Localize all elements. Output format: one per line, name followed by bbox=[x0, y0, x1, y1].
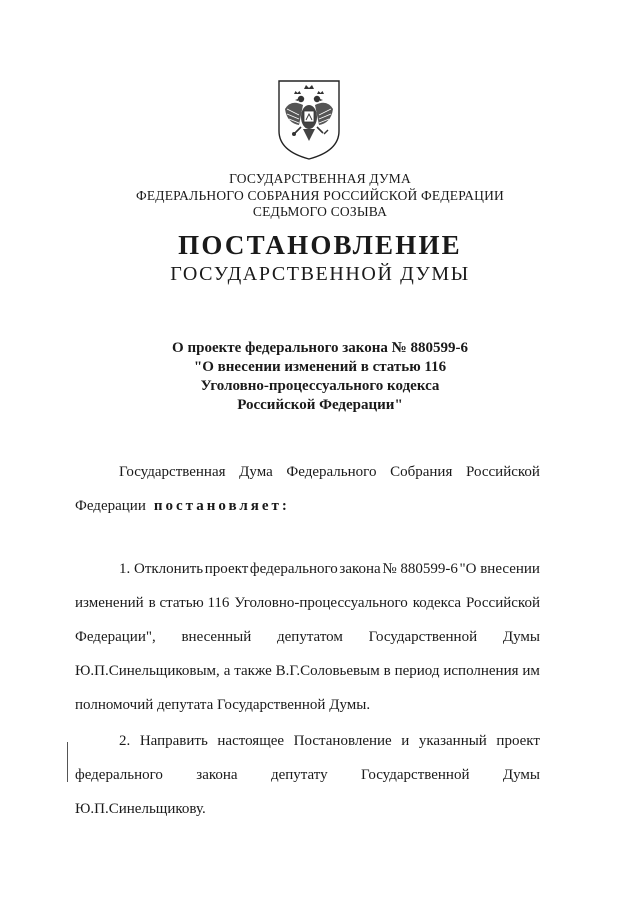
document-issuer: ГОСУДАРСТВЕННОЙ ДУМЫ bbox=[170, 263, 470, 285]
item-word: Уголовно-процессуального bbox=[234, 595, 408, 611]
item-word: закона bbox=[339, 561, 381, 577]
header-line-2: ФЕДЕРАЛЬНОГО СОБРАНИЯ РОССИЙСКОЙ ФЕДЕРАЦИИ bbox=[136, 187, 504, 203]
resolution-item-2 bbox=[75, 724, 540, 826]
item-word: В.Г.Соловьевым bbox=[275, 663, 380, 679]
header-line-1: ГОСУДАРСТВЕННАЯ ДУМА bbox=[229, 171, 411, 186]
preamble-word: Федерации bbox=[75, 498, 146, 514]
item1-line-5 bbox=[75, 688, 540, 722]
item1-line-4 bbox=[75, 654, 540, 688]
subject-line-3: Уголовно-процессуального кодекса bbox=[200, 378, 440, 394]
item-word: изменений bbox=[75, 595, 144, 611]
item-word: "О внесении bbox=[459, 561, 540, 577]
preamble-line-2 bbox=[75, 489, 540, 523]
item-word: внесенный bbox=[181, 629, 252, 645]
item-word: Думы bbox=[502, 767, 540, 783]
preamble-word: Дума bbox=[239, 464, 273, 480]
item-word: Думы bbox=[502, 629, 540, 645]
item-word: проект bbox=[496, 733, 540, 749]
item2-line-2 bbox=[75, 758, 540, 792]
item-word: Постановление bbox=[293, 733, 392, 749]
item-word: Государственной bbox=[361, 767, 470, 783]
scan-margin-mark bbox=[67, 742, 68, 782]
coat-of-arms-icon bbox=[277, 79, 341, 161]
item-word: федерального bbox=[249, 561, 338, 577]
preamble-word: Государственная bbox=[119, 464, 226, 480]
item1-line-2 bbox=[75, 586, 540, 620]
resolution-item-1 bbox=[75, 552, 540, 722]
issuing-body-header bbox=[0, 171, 640, 221]
document-type: ПОСТАНОВЛЕНИЕ bbox=[178, 230, 462, 260]
item-word: депутатом bbox=[277, 629, 343, 645]
preamble-word: Собрания bbox=[390, 464, 453, 480]
item-word: Направить bbox=[139, 733, 208, 749]
item-word: 2. bbox=[119, 733, 131, 749]
item-word: исполнения bbox=[443, 663, 519, 679]
item-word: Федерации", bbox=[75, 629, 156, 645]
item-word: Ю.П.Синельщиковым, bbox=[75, 663, 220, 679]
subject-line-2: "О внесении изменений в статью 116 bbox=[193, 359, 447, 375]
item-text: полномочий депутата Государственной Думы. bbox=[75, 697, 371, 713]
item-word: закона bbox=[196, 767, 238, 783]
item-text: Ю.П.Синельщикову. bbox=[75, 801, 206, 817]
item-word: им bbox=[522, 663, 540, 679]
header-line-3: СЕДЬМОГО СОЗЫВА bbox=[252, 204, 388, 219]
item-word: в bbox=[383, 663, 391, 679]
item-word: также bbox=[234, 663, 272, 679]
document-subject bbox=[0, 339, 640, 415]
item1-line-3 bbox=[75, 620, 540, 654]
item-word: 1. Отклонить bbox=[119, 561, 204, 577]
item-word: № 880599-6 bbox=[382, 561, 458, 577]
preamble-word: Российской bbox=[466, 464, 540, 480]
item-word: кодекса bbox=[412, 595, 462, 611]
preamble-line-1 bbox=[75, 455, 540, 489]
item-word: период bbox=[394, 663, 440, 679]
item-word: Российской bbox=[466, 595, 540, 611]
item-word: проект bbox=[204, 561, 249, 577]
subject-line-1: О проекте федерального закона № 880599-6 bbox=[172, 340, 468, 356]
preamble-word: Федерального bbox=[286, 464, 377, 480]
item2-line-3 bbox=[75, 792, 540, 826]
item-word: Государственной bbox=[368, 629, 478, 645]
item-word: настоящее bbox=[217, 733, 285, 749]
item1-line-1 bbox=[75, 552, 540, 586]
subject-line-4: Российской Федерации" bbox=[237, 397, 403, 413]
item-word: и bbox=[401, 733, 410, 749]
item-word: а bbox=[223, 663, 231, 679]
decree-word: постановляет: bbox=[153, 498, 290, 514]
item-word: депутату bbox=[270, 767, 328, 783]
preamble-paragraph bbox=[75, 455, 540, 523]
item-word: в статью 116 bbox=[148, 595, 230, 611]
item-word: указанный bbox=[418, 733, 487, 749]
item-word: федерального bbox=[75, 767, 163, 783]
item2-line-1 bbox=[75, 724, 540, 758]
